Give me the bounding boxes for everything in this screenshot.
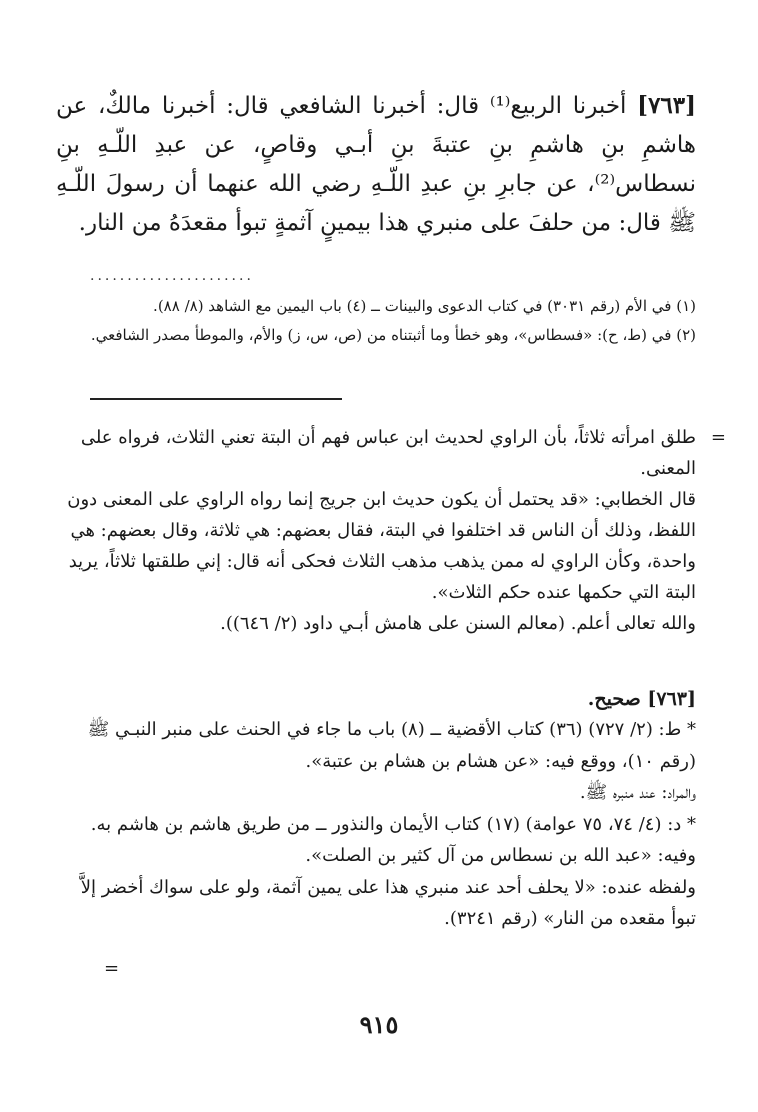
takhrij-block xyxy=(56,714,696,935)
hadith-line-4: منبري هذا بيمينٍ آثمةٍ تبوأ مقعدَهُ من النار. xyxy=(78,210,474,236)
footnote-2: (٢) في (ط، ح): «فسطاس»، وهو خطأ وما أثبتناه من (ص، س، ز) والأم، والموطأ مصدر الشافعي. xyxy=(90,326,696,344)
footnote-1: (١) في الأم (رقم ٣٠٣١) في كتاب الدعوى والبينات ــ (٤) باب اليمين مع الشاهد (٨/ ٨٨). xyxy=(153,297,696,315)
takhrij-line-5: ولفظه عنده: «لا يحلف أحد عند منبري هذا على يمين آثمة، ولو على سواك أخضر إلاَّ تبوأ مقعده من النار» (رقم ٣٢٤١). xyxy=(80,876,696,929)
commentary-line-3: والله تعالى أعلم. (معالم السنن على هامش أبـي داود (٢/ ٦٤٦)). xyxy=(220,613,696,634)
takhrij-line-3: * د: (٤/ ٧٤، ٧٥ عوامة) (١٧) كتاب الأيمان والنذور ــ من طريق هاشم بن هاشم به. xyxy=(90,813,696,835)
hadith-line-2: هاشمِ بنِ هاشمِ بنِ عتبةَ بنِ أبـي وقاصٍ، عن عبدِ اللّـهِ بنِ نسطاس⁽²⁾، عن xyxy=(56,132,697,197)
section-divider xyxy=(90,398,342,400)
hadith-line-3: جابرِ بنِ عبدِ اللّـهِ رضي الله عنهما أن رسولَ اللّـهِ ﷺ قال: من حلفَ على xyxy=(56,171,696,236)
continuation-mark-start: = xyxy=(710,427,726,448)
takhrij-line-4: وفيه: «عبد الله بن نسطاس من آل كثير بن الصلت». xyxy=(305,845,696,866)
hadith-line-1: أخبرنا الربيع⁽¹⁾ قال: أخبرنا الشافعي قال: أخبرنا مالكٌ، عن xyxy=(56,93,627,119)
footnote-separator: ...................... xyxy=(90,268,254,284)
page-number: ٩١٥ xyxy=(359,1010,399,1039)
takhrij-heading: [٧٦٣] صحيح. xyxy=(587,688,696,710)
continuation-mark-end: = xyxy=(104,958,120,979)
hadith-number: [٧٦٣] xyxy=(637,92,697,119)
commentary-line-2: قال الخطابي: «قد يحتمل أن يكون حديث ابن جريج إنما رواه الراوي على المعنى دون اللفظ، وذلك أن الناس قد اختلفوا في البتة، فقال بعضهم: هي ثلاثة، وقال بعضهم: هي واحدة، وكأن الراوي له ممن يذهب مذهب الثلاث فحكى أنه قال: إني طلقتها ثلاثاً، يريد البتة التي حكمها عنده حكم الثلاث». xyxy=(67,489,696,603)
commentary-block xyxy=(56,422,726,639)
hadith-text xyxy=(56,86,696,243)
takhrij-line-2: والمراد: عند منبره ﷺ. xyxy=(579,782,696,803)
commentary-line-1: طلق امرأته ثلاثاً، بأن الراوي لحديث ابن عباس فهم أن البتة تعني الثلاث، فرواه على المعنى. xyxy=(80,427,696,479)
takhrij-line-1: * ط: (٢/ ٧٢٧) (٣٦) كتاب الأقضية ــ (٨) باب ما جاء في الحنث على منبر النبـي ﷺ (رقم ١٠)، ووقع فيه: «عن هشام بن هشام بن عتبة». xyxy=(87,719,696,772)
